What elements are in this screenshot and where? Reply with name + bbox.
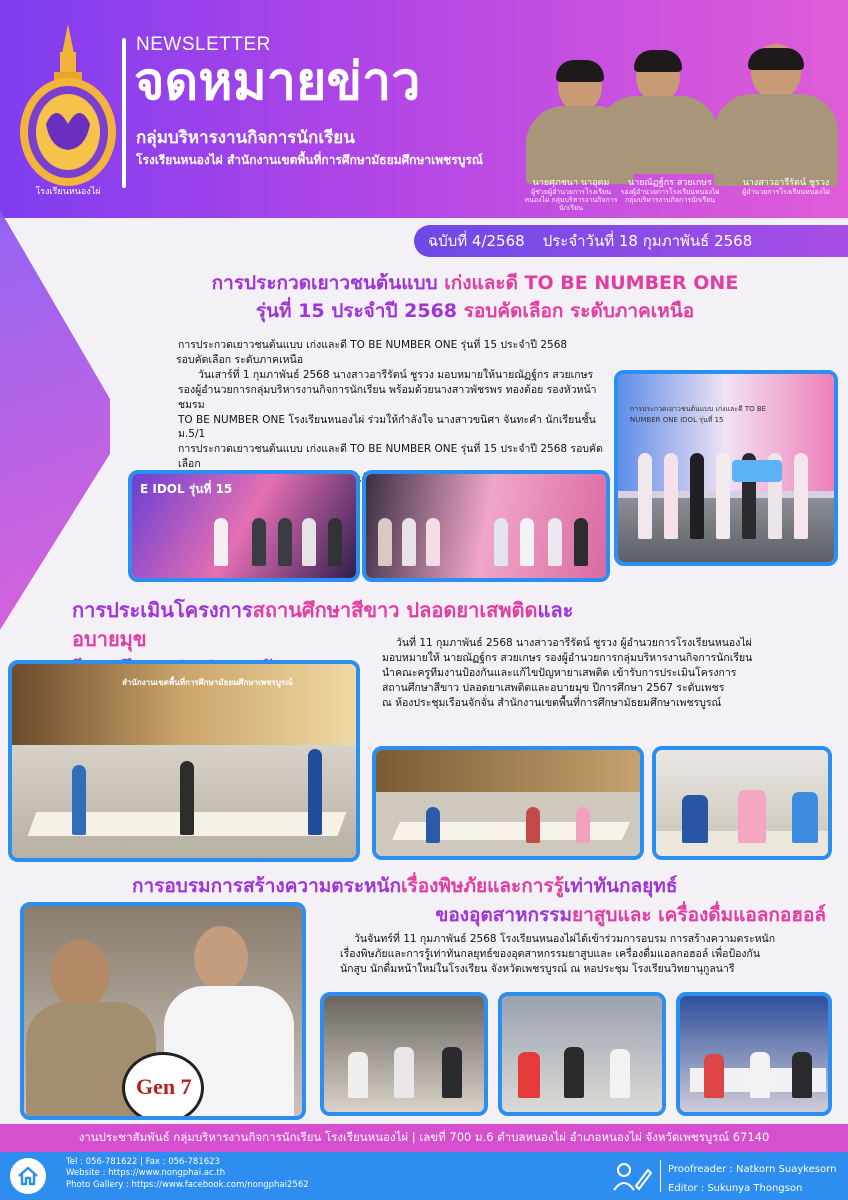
newsletter-title: จดหมายข่าว [134,52,421,112]
article3-photo-students: Gen 7 [20,902,306,1120]
decorative-blob [0,210,110,630]
article3-body: วันจันทร์ที่ 11 กุมภาพันธ์ 2568 โรงเรียนหนองไผ่ได้เข้าร่วมการอบรม การสร้างความตระหนัก เรื่องพิษภัยและการรู้เท่าทันกลยุทธ์ของอุตสาหกรรมยาสูบและ เครื่องดื่มแอลกอฮอล์ เพื่อป้องกัน นักสูบ นักดื่มหน้าใหม่ในโรงเรียน จังหวัดเพชรบูรณ์ ณ หอประชุม โรงเรียนวิทยานุกูลนารี [340,933,776,975]
article3-photo-training-3 [676,992,832,1116]
article1-title: การประกวดเยาวชนต้นแบบ เก่งและดี TO BE NUMBER ONE รุ่นที่ 15 ประจำปี 2568 รอบคัดเลือก ระดับภาคเหนือ [211,272,739,322]
article2-photo-committee [652,746,832,860]
article3-title: การอบรมการสร้างความตระหนักเรื่องพิษภัยและการรู้เท่าทันกลยุทธ์ ของอุตสาหกรรมยาสูบและ เครื่องดื่มแอลกอฮอล์ [132,875,826,926]
school-logo [16,24,120,200]
staff-photo-3 [714,44,838,186]
gallery-link[interactable]: Photo Gallery : https://www.facebook.com/nongphai2562 [66,1179,309,1190]
newsletter-label: NEWSLETTER [136,34,271,55]
phone-fax: Tel : 056-781622 | Fax : 056-781623 [66,1157,220,1167]
website-link[interactable]: Website : https://www.nongphai.ac.th [66,1168,226,1179]
proofreader: Proofreader : Natkorn Suaykesorn [668,1164,837,1175]
footer-separator [660,1160,661,1192]
divider [122,38,126,188]
staff-caption-3: นางสาวอารีรัตน์ ชูรวง ผู้อำนวยการโรงเรียนหนองไผ่ [742,178,830,197]
article2-body: วันที่ 11 กุมภาพันธ์ 2568 นางสาวอารีรัตน์ ชูรวง ผู้อำนวยการโรงเรียนหนองไผ่ มอบหมายให้ นายณัฏฐ์กร สวยเกษร รองผู้อำนวยการกลุ่มบริหารงานกิจการนักเรียน นำคณะครูทีมงานป้องกันและแก้ไขปัญหายาเสพติด เข้ารับการประเมินโครงการ สถานศึกษาสีขาว ปลอดยาเสพติดและอบายมุข ปีการศึกษา 2567 ระดับเพชร ณ ห้องประชุมเรือนจักจั่น สำนักงานเขตพื้นที่การศึกษามัธยมศึกษาเพชรบูรณ์ [382,637,753,709]
newsletter-header [0,0,848,218]
home-icon[interactable] [10,1158,46,1194]
issue-bar [414,225,848,257]
staff-caption-2: นายณัฏฐ์กร สวยเกษร รองผู้อำนวยการโรงเรียนหนองไผ่ กลุ่มบริหารงานกิจการนักเรียน [620,178,720,205]
issue-number: ฉบับที่ 4/2568 [428,232,525,250]
staff-photo-2 [598,52,718,174]
issue-date: ประจำวันที่ 18 กุมภาพันธ์ 2568 [542,232,753,250]
article1-photo-stage: E IDOL รุ่นที่ 15 [128,470,360,582]
footer-contacts [66,1157,309,1191]
footer-address: งานประชาสัมพันธ์ กลุ่มบริหารงานกิจการนักเรียน โรงเรียนหนองไผ่ | เลขที่ 700 ม.6 ตำบลหนองไผ่ อำเภอหนองไผ่ จังหวัดเพชรบูรณ์ 67140 [78,1130,770,1144]
department-name: กลุ่มบริหารงานกิจการนักเรียน [136,128,355,148]
footer-address-bar [0,1124,848,1152]
article1-photo-contestants [362,470,610,582]
editor: Editor : Sukunya Thongson [668,1183,803,1194]
article2-photo-room [372,746,644,860]
footer-contact-bar [0,1152,848,1200]
article2-photo-meeting: สำนักงานเขตพื้นที่การศึกษามัธยมศึกษาเพชรบูรณ์ [8,660,360,862]
article1-photo-group: การประกวดเยาวชนต้นแบบ เก่งและดี TO BE NUMBER ONE IDOL รุ่นที่ 15 [614,370,838,566]
article3-photo-training-1 [320,992,488,1116]
edit-icon [612,1160,652,1192]
staff-caption-1: นายศุภชนา นาอุดม ผู้ช่วยผู้อำนวยการโรงเรียนหนองไผ่ กลุ่มบริหารงานกิจการนักเรียน [524,178,618,213]
article2-title: การประเมินโครงการสถานศึกษาสีขาว ปลอดยาเสพติดและอบายมุข [72,598,574,651]
footer-credits [668,1160,836,1198]
article3-photo-training-2 [498,992,666,1116]
article1-body: การประกวดเยาวชนต้นแบบ เก่งและดี TO BE NUMBER ONE รุ่นที่ 15 ประจำปี 2568 รอบคัดเลือก ระดับภาคเหนือ วันเสาร์ที่ 1 กุมภาพันธ์ 2568 นางสาวอารีรัตน์ ชูรวง มอบหมายให้นายณัฏฐ์กร สวยเกษร รองผู้อำนวยการกลุ่มบริหารงานกิจการนักเรียน พร้อมด้วยนางสาวพัชรพร ทองต้อย รองหัวหน้าชมรม TO BE NUMBER ONE โรงเรียนหนองไผ่ ร่วมให้กำลังใจ นางสาวขนิศา จันทะคำ นักเรียนชั้น ม.5/1 การประกวดเยาวชนต้นแบบ เก่งและดี TO BE NUMBER ONE รุ่นที่ 15 ประจำปี 2568 รอบคัดเลือก [176,339,603,471]
svg-text:โรงเรียนหนองไผ่: โรงเรียนหนองไผ่ [35,187,101,197]
school-name: โรงเรียนหนองไผ่ สำนักงานเขตพื้นที่การศึกษามัธยมศึกษาเพชรบูรณ์ [136,153,483,167]
